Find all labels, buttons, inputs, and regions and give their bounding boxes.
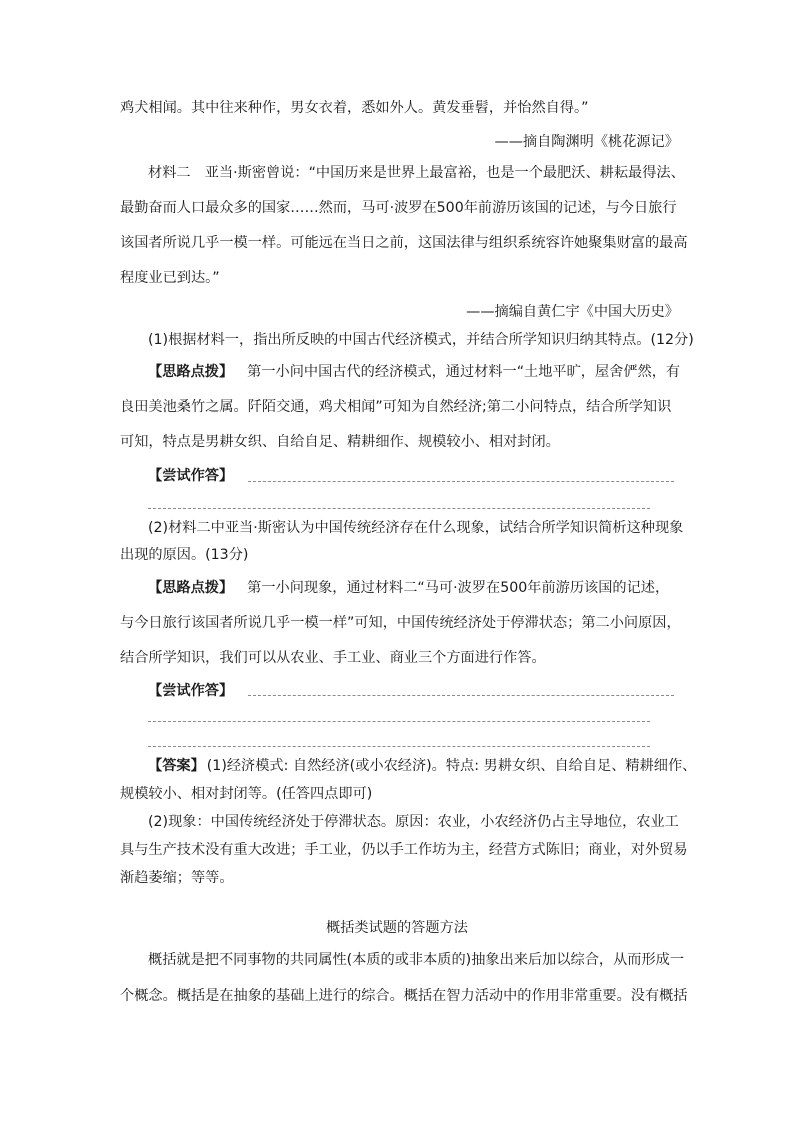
hint-one-line-2: 良田美池桑竹之属。阡陌交通，鸡犬相闻”可知为自然经济;第二小问特点，结合所学知识 xyxy=(120,399,672,415)
answer-line-2a[interactable] xyxy=(248,695,674,696)
answer-line-3: (2)现象：中国传统经济处于停滞状态。原因：农业，小农经济仍占主导地位，农业工 xyxy=(148,814,679,830)
material-two-line-2: 最勤奋而人口最众多的国家……然而，马可·波罗在500年前游历该国的记述，与今日旅行 xyxy=(120,200,677,216)
question-one: (1)根据材料一，指出所反映的中国古代经济模式，并结合所学知识归纳其特点。(12分) xyxy=(148,332,694,348)
answer-line-4: 具与生产技术没有重大改进；手工业，仍以手工作坊为主，经营方式陈旧；商业，对外贸易 xyxy=(120,842,688,858)
try-answer-label: 【尝试作答】 xyxy=(148,683,234,699)
answer-line-1 xyxy=(148,756,697,776)
hint-two-line-3: 结合所学知识，我们可以从农业、手工业、商业三个方面进行作答。 xyxy=(120,650,546,666)
try-answer-label: 【尝试作答】 xyxy=(148,468,234,484)
source-citation-two: ——摘编自黄仁宇《中国大历史》 xyxy=(466,304,679,320)
try-answer-one-label xyxy=(148,466,680,486)
answer-label: 【答案】 xyxy=(148,758,205,774)
section-heading: 概括类试题的答题方法 xyxy=(326,920,468,936)
hint-label: 【思路点拨】 xyxy=(148,580,234,596)
body-paragraph-line-1: 概括就是把不同事物的共同属性(本质的或非本质的)抽象出来后加以综合，从而形成一 xyxy=(148,952,685,968)
material-two-line-4: 程度业已到达。” xyxy=(120,270,220,286)
hint-two-line-1 xyxy=(148,578,680,598)
answer-line-2c[interactable] xyxy=(148,746,650,747)
hint-two-line-2: 与今日旅行该国者所说几乎一模一样”可知，中国传统经济处于停滞状态；第二小问原因， xyxy=(120,615,681,631)
answer-line-2: 规模较小、相对封闭等。(任答四点即可) xyxy=(120,786,373,802)
hint-two-text: 第一小问现象，通过材料二“马可·波罗在500年前游历该国的记述， xyxy=(247,580,670,596)
body-paragraph-line-2: 个概念。概括是在抽象的基础上进行的综合。概括在智力活动中的作用非常重要。没有概括 xyxy=(120,988,688,1004)
material-one-ending: 鸡犬相闻。其中往来种作，男女衣着，悉如外人。黄发垂髫，并怡然自得。” xyxy=(120,100,589,116)
answer-one-text: (1)经济模式: 自然经济(或小农经济)。特点: 男耕女织、自给自足、精耕细作、 xyxy=(206,758,697,774)
answer-line-2b[interactable] xyxy=(148,721,650,722)
answer-line-5: 渐趋萎缩；等等。 xyxy=(120,870,234,886)
answer-line-1a[interactable] xyxy=(248,481,674,482)
source-citation-one: ——摘自陶渊明《桃花源记》 xyxy=(494,134,679,150)
question-two-line-1: (2)材料二中亚当·斯密认为中国传统经济存在什么现象，试结合所学知识简析这种现象 xyxy=(148,520,684,536)
hint-one-line-1 xyxy=(148,362,680,382)
hint-label: 【思路点拨】 xyxy=(148,364,234,380)
try-answer-two-label xyxy=(148,681,680,701)
question-two-line-2: 出现的原因。(13分) xyxy=(120,547,249,563)
hint-one-line-3: 可知，特点是男耕女织、自给自足、精耕细作、规模较小、相对封闭。 xyxy=(120,434,560,450)
answer-line-1b[interactable] xyxy=(148,508,650,509)
material-two-line-3: 该国者所说几乎一模一样。可能远在当日之前，这国法律与组织系统容许她聚集财富的最高 xyxy=(120,235,688,251)
material-two-line-1: 材料二 亚当·斯密曾说：“中国历来是世界上最富裕，也是一个最肥沃、耕耘最得法、 xyxy=(148,165,685,181)
hint-one-text: 第一小问中国古代的经济模式，通过材料一“土地平旷，屋舍俨然，有 xyxy=(247,364,681,380)
